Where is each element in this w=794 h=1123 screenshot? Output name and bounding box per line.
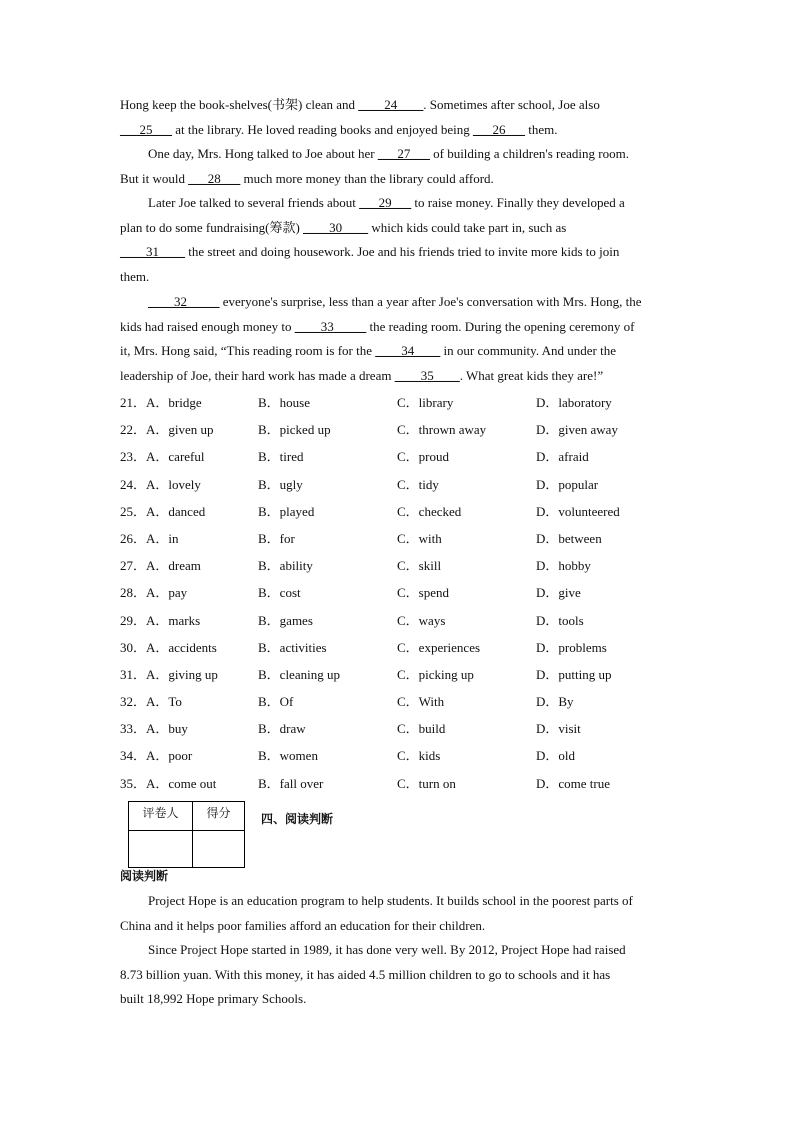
text-line <box>120 938 676 963</box>
question-number-and-option-a <box>120 770 258 797</box>
question-number: 26． <box>120 530 147 546</box>
option-b: B．cleaning up <box>258 666 340 682</box>
answer-blank: ___27___ <box>377 146 430 161</box>
option-c: C．ways <box>397 612 446 628</box>
reading-paragraph-2 <box>120 938 676 1012</box>
passage-paragraph-4 <box>120 290 676 388</box>
text-segment: the street and doing housework. Joe and his friends tried to invite more kids to join <box>185 244 620 260</box>
option-d: D．between <box>536 530 602 546</box>
option-c: C．library <box>397 395 454 410</box>
text-segment: at the library. He loved reading books and enjoyed being <box>172 121 473 137</box>
question-number-and-option-a <box>120 634 258 661</box>
option-b: B．house <box>258 395 311 410</box>
question-row <box>120 498 680 525</box>
text-line <box>120 93 676 118</box>
text-segment: Later Joe talked to several friends about <box>148 195 360 210</box>
option-a: A．pay <box>146 585 188 601</box>
option-b: B．women <box>258 748 318 764</box>
text-line <box>120 339 676 364</box>
option-c: C．kids <box>397 748 441 764</box>
option-b: B．cost <box>258 585 301 601</box>
passage-paragraph-2 <box>120 142 676 191</box>
question-number-and-option-a <box>120 389 258 416</box>
section-subtitle: 阅读判断 <box>120 869 169 883</box>
option-c: C．build <box>397 721 446 737</box>
question-number: 32． <box>120 694 147 710</box>
option-b: B．for <box>258 530 295 546</box>
option-c: C．experiences <box>397 639 481 655</box>
text-segment: in our community. And under the <box>440 343 616 359</box>
option-b: B．tired <box>258 449 304 465</box>
option-c: C．skill <box>397 558 442 574</box>
option-d: D．come true <box>536 775 611 791</box>
option-a: A．come out <box>146 775 217 791</box>
section-title: 四、阅读判断 <box>261 812 334 826</box>
option-a: A．To <box>146 694 182 710</box>
answer-blank: ___29___ <box>359 195 412 210</box>
option-d: D．problems <box>536 639 607 655</box>
option-c: C．thrown away <box>397 422 487 438</box>
option-a: A．danced <box>146 503 206 519</box>
option-d: D．popular <box>536 476 599 492</box>
text-segment: much more money than the library could afford. <box>240 170 494 186</box>
option-b: B．ugly <box>258 476 303 492</box>
question-number-and-option-a <box>120 688 258 715</box>
option-a: A．poor <box>146 748 193 764</box>
question-number-and-option-a <box>120 607 258 634</box>
question-number-and-option-a <box>120 525 258 552</box>
option-c: C．turn on <box>397 775 456 791</box>
text-line <box>120 191 676 216</box>
option-d: D．laboratory <box>536 395 612 410</box>
option-c: C．proud <box>397 449 450 465</box>
question-row <box>120 688 680 715</box>
text-segment: it, Mrs. Hong said, “This reading room is for the <box>120 343 376 359</box>
answer-blank: ____32_____ <box>148 294 220 309</box>
option-b: B．fall over <box>258 775 324 791</box>
question-number-and-option-a <box>120 498 258 525</box>
answer-blank: ____31____ <box>120 244 185 260</box>
score-cell <box>193 831 245 868</box>
option-c: C．spend <box>397 585 450 601</box>
text-line <box>120 315 676 340</box>
option-a: A．in <box>146 530 179 546</box>
option-d: D．old <box>536 748 576 764</box>
question-row <box>120 715 680 742</box>
text-segment: . What great kids they are!” <box>459 367 604 383</box>
option-b: B．ability <box>258 558 313 574</box>
text-segment: Hong keep the book-shelves(书架) clean and <box>120 97 359 112</box>
grader-cell <box>129 831 193 868</box>
score-header: 得分 <box>193 802 245 831</box>
question-number-and-option-a <box>120 715 258 742</box>
option-a: A．buy <box>146 721 188 737</box>
question-number-and-option-a <box>120 742 258 769</box>
text-segment: One day, Mrs. Hong talked to Joe about her <box>148 146 378 161</box>
question-number-and-option-a <box>120 471 258 498</box>
question-number-and-option-a <box>120 579 258 606</box>
question-row <box>120 443 680 470</box>
option-b: B．activities <box>258 639 327 655</box>
option-d: D．given away <box>536 422 618 438</box>
answer-blank: ___25___ <box>120 121 172 137</box>
text-line <box>120 290 676 315</box>
question-number: 34． <box>120 748 147 764</box>
option-d: D．putting up <box>536 666 612 682</box>
option-a: A．accidents <box>146 639 217 655</box>
option-a: A．dream <box>146 558 201 574</box>
text-line <box>120 914 676 939</box>
option-a: A．bridge <box>146 395 202 410</box>
option-d: D．tools <box>536 612 584 628</box>
question-number: 28． <box>120 585 147 601</box>
text-segment: 8.73 billion yuan. With this money, it has aided 4.5 million children to go to schools and it has <box>120 966 611 982</box>
option-c: C．with <box>397 530 442 546</box>
text-segment: leadership of Joe, their hard work has made a dream <box>120 367 395 383</box>
question-number: 29． <box>120 612 147 628</box>
text-segment: of building a children's reading room. <box>429 146 629 161</box>
text-line <box>120 987 676 1012</box>
option-d: D．give <box>536 585 581 601</box>
grader-header: 评卷人 <box>129 802 193 831</box>
question-number: 33． <box>120 721 147 737</box>
score-table <box>128 801 245 868</box>
option-a: A．lovely <box>146 476 201 492</box>
text-segment: them. <box>120 268 150 284</box>
question-number: 35． <box>120 775 147 791</box>
option-d: D．volunteered <box>536 503 620 519</box>
text-segment: Since Project Hope started in 1989, it has done very well. By 2012, Project Hope had raised <box>148 942 626 957</box>
question-row <box>120 525 680 552</box>
answer-blank: ____30____ <box>303 219 369 235</box>
option-a: A．marks <box>146 612 201 628</box>
text-line <box>120 240 676 265</box>
text-segment: them. <box>524 121 558 137</box>
question-number: 23． <box>120 449 147 465</box>
text-segment: China and it helps poor families afford an education for their children. <box>120 917 486 933</box>
question-number: 27． <box>120 558 147 574</box>
text-segment: kids had raised enough money to <box>120 318 295 334</box>
text-segment: But it would <box>120 170 189 186</box>
text-line <box>120 265 676 290</box>
question-row <box>120 552 680 579</box>
answer-blank: ___26___ <box>472 121 525 137</box>
option-c: C．picking up <box>397 666 474 682</box>
question-options-list <box>120 389 680 797</box>
passage-paragraph-3 <box>120 191 676 289</box>
question-number-and-option-a <box>120 443 258 470</box>
text-segment: Project Hope is an education program to help students. It builds school in the poorest parts of <box>148 893 633 908</box>
option-c: C．tidy <box>397 476 439 492</box>
answer-blank: ____34____ <box>375 343 441 359</box>
option-a: A．given up <box>146 422 214 438</box>
question-row <box>120 770 680 797</box>
text-line <box>120 167 676 192</box>
question-row <box>120 416 680 443</box>
reading-paragraph-1 <box>120 889 676 938</box>
question-row <box>120 607 680 634</box>
question-row <box>120 579 680 606</box>
text-segment: built 18,992 Hope primary Schools. <box>120 991 307 1007</box>
text-line <box>120 364 676 389</box>
question-number-and-option-a <box>120 661 258 688</box>
passage-paragraph-1 <box>120 93 676 142</box>
text-segment: which kids could take part in, such as <box>368 219 567 235</box>
question-number: 25． <box>120 503 147 519</box>
option-d: D．visit <box>536 721 581 737</box>
question-row <box>120 389 680 416</box>
option-b: B．Of <box>258 694 294 710</box>
answer-blank: ____33_____ <box>294 318 367 334</box>
option-a: A．giving up <box>146 666 218 682</box>
option-c: C．With <box>397 694 445 710</box>
question-row <box>120 471 680 498</box>
text-line <box>120 963 676 988</box>
question-number: 22． <box>120 422 147 438</box>
option-d: D．hobby <box>536 558 591 574</box>
question-row <box>120 634 680 661</box>
text-segment: everyone's surprise, less than a year after Joe's conversation with Mrs. Hong, the <box>219 294 642 309</box>
text-segment: to raise money. Finally they developed a <box>411 195 625 210</box>
text-line <box>120 118 676 143</box>
question-row <box>120 661 680 688</box>
question-number: 30． <box>120 639 147 655</box>
question-number-and-option-a <box>120 552 258 579</box>
option-b: B．draw <box>258 721 306 737</box>
text-line <box>120 142 676 167</box>
option-c: C．checked <box>397 503 462 519</box>
text-line <box>120 889 676 914</box>
option-d: D．afraid <box>536 449 589 465</box>
option-b: B．played <box>258 503 315 519</box>
text-line <box>120 216 676 241</box>
answer-blank: ____35____ <box>394 367 460 383</box>
question-number: 24． <box>120 476 147 492</box>
question-number: 21． <box>120 395 147 410</box>
text-segment: . Sometimes after school, Joe also <box>423 97 600 112</box>
answer-blank: ____24____ <box>358 97 424 112</box>
question-number-and-option-a <box>120 416 258 443</box>
text-segment: plan to do some fundraising(筹款) <box>120 219 304 235</box>
question-number: 31． <box>120 666 147 682</box>
option-d: D．By <box>536 694 574 710</box>
option-a: A．careful <box>146 449 205 465</box>
option-b: B．games <box>258 612 313 628</box>
text-segment: the reading room. During the opening ceremony of <box>366 318 635 334</box>
question-row <box>120 742 680 769</box>
option-b: B．picked up <box>258 422 331 438</box>
answer-blank: ___28___ <box>188 170 241 186</box>
